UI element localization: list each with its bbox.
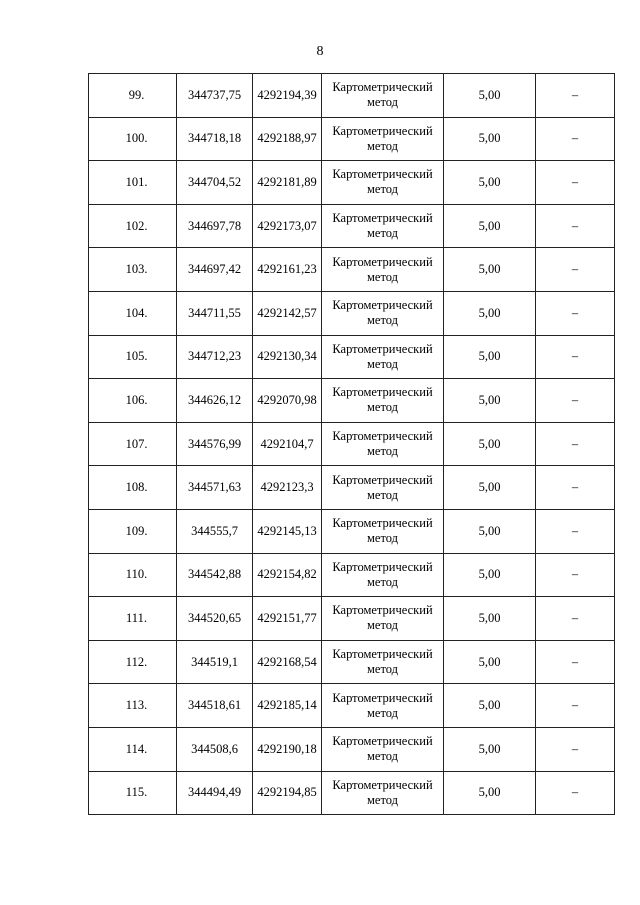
y-coordinate-cell: 4292190,18 — [253, 727, 322, 771]
accuracy-cell: 5,00 — [444, 771, 536, 815]
method-line-1: Картометрический — [332, 559, 433, 574]
method-cell — [322, 422, 444, 466]
method-cell — [322, 727, 444, 771]
method-cell — [322, 291, 444, 335]
point-number-cell — [89, 161, 177, 205]
point-number: 102. — [125, 218, 148, 233]
method-line-2: метод — [366, 95, 398, 110]
method-line-2: метод — [366, 618, 398, 633]
point-number-cell — [89, 727, 177, 771]
method-line-2: метод — [366, 574, 398, 589]
x-coordinate-cell: 344494,49 — [177, 771, 253, 815]
x-coordinate-cell: 344520,65 — [177, 597, 253, 641]
point-number: 108. — [125, 480, 148, 495]
method-line-1: Картометрический — [332, 472, 433, 487]
table-row — [89, 509, 615, 553]
x-coordinate-cell: 344697,42 — [177, 248, 253, 292]
x-coordinate-cell: 344737,75 — [177, 74, 253, 118]
method-line-1: Картометрический — [332, 516, 433, 531]
method-line-1: Картометрический — [332, 647, 433, 662]
point-number: 115. — [125, 785, 148, 800]
table-row — [89, 248, 615, 292]
method-cell — [322, 509, 444, 553]
point-number-cell — [89, 248, 177, 292]
accuracy-cell: 5,00 — [444, 422, 536, 466]
method-line-2: метод — [366, 182, 398, 197]
method-cell — [322, 204, 444, 248]
method-line-2: метод — [366, 792, 398, 807]
note-cell: – — [536, 640, 615, 684]
accuracy-cell: 5,00 — [444, 74, 536, 118]
table-row — [89, 422, 615, 466]
table-row — [89, 161, 615, 205]
note-cell: – — [536, 727, 615, 771]
note-cell: – — [536, 161, 615, 205]
method-cell — [322, 74, 444, 118]
method-line-1: Картометрический — [332, 341, 433, 356]
method-line-1: Картометрический — [332, 254, 433, 269]
point-number-cell — [89, 117, 177, 161]
note-cell: – — [536, 553, 615, 597]
coordinates-table — [88, 73, 615, 815]
table-row — [89, 684, 615, 728]
accuracy-cell: 5,00 — [444, 379, 536, 423]
x-coordinate-cell: 344626,12 — [177, 379, 253, 423]
point-number: 114. — [125, 741, 148, 756]
note-cell: – — [536, 466, 615, 510]
y-coordinate-cell: 4292194,39 — [253, 74, 322, 118]
method-line-1: Картометрический — [332, 734, 433, 749]
method-line-2: метод — [366, 226, 398, 241]
accuracy-cell: 5,00 — [444, 727, 536, 771]
accuracy-cell: 5,00 — [444, 597, 536, 641]
coordinates-table-body — [89, 74, 615, 815]
point-number-cell — [89, 684, 177, 728]
method-line-1: Картометрический — [332, 690, 433, 705]
method-line-2: метод — [366, 444, 398, 459]
method-cell — [322, 553, 444, 597]
accuracy-cell: 5,00 — [444, 117, 536, 161]
point-number: 99. — [128, 87, 145, 102]
table-row — [89, 379, 615, 423]
accuracy-cell: 5,00 — [444, 466, 536, 510]
note-cell: – — [536, 117, 615, 161]
x-coordinate-cell: 344704,52 — [177, 161, 253, 205]
method-line-2: метод — [366, 269, 398, 284]
method-line-2: метод — [366, 531, 398, 546]
y-coordinate-cell: 4292194,85 — [253, 771, 322, 815]
method-line-2: метод — [366, 662, 398, 677]
point-number-cell — [89, 509, 177, 553]
y-coordinate-cell: 4292181,89 — [253, 161, 322, 205]
point-number: 110. — [125, 567, 148, 582]
accuracy-cell: 5,00 — [444, 291, 536, 335]
y-coordinate-cell: 4292070,98 — [253, 379, 322, 423]
y-coordinate-cell: 4292168,54 — [253, 640, 322, 684]
table-row — [89, 74, 615, 118]
y-coordinate-cell: 4292104,7 — [253, 422, 322, 466]
table-row — [89, 291, 615, 335]
point-number: 107. — [125, 436, 148, 451]
point-number-cell — [89, 466, 177, 510]
point-number-cell — [89, 553, 177, 597]
accuracy-cell: 5,00 — [444, 204, 536, 248]
table-row — [89, 597, 615, 641]
x-coordinate-cell: 344542,88 — [177, 553, 253, 597]
method-line-1: Картометрический — [332, 429, 433, 444]
point-number: 105. — [125, 349, 148, 364]
accuracy-cell: 5,00 — [444, 161, 536, 205]
y-coordinate-cell: 4292142,57 — [253, 291, 322, 335]
point-number: 104. — [125, 305, 148, 320]
point-number-cell — [89, 771, 177, 815]
note-cell: – — [536, 509, 615, 553]
method-line-1: Картометрический — [332, 123, 433, 138]
method-cell — [322, 466, 444, 510]
note-cell: – — [536, 74, 615, 118]
table-row — [89, 553, 615, 597]
x-coordinate-cell: 344711,55 — [177, 291, 253, 335]
method-line-1: Картометрический — [332, 777, 433, 792]
point-number: 106. — [125, 392, 148, 407]
note-cell: – — [536, 597, 615, 641]
point-number-cell — [89, 291, 177, 335]
method-cell — [322, 117, 444, 161]
accuracy-cell: 5,00 — [444, 248, 536, 292]
y-coordinate-cell: 4292130,34 — [253, 335, 322, 379]
y-coordinate-cell: 4292145,13 — [253, 509, 322, 553]
accuracy-cell: 5,00 — [444, 640, 536, 684]
x-coordinate-cell: 344576,99 — [177, 422, 253, 466]
method-line-1: Картометрический — [332, 80, 433, 95]
method-cell — [322, 379, 444, 423]
point-number: 109. — [125, 523, 148, 538]
point-number: 113. — [125, 698, 148, 713]
method-cell — [322, 248, 444, 292]
method-line-1: Картометрический — [332, 603, 433, 618]
table-row — [89, 335, 615, 379]
method-cell — [322, 335, 444, 379]
y-coordinate-cell: 4292173,07 — [253, 204, 322, 248]
table-row — [89, 204, 615, 248]
table-row — [89, 771, 615, 815]
method-line-1: Картометрический — [332, 385, 433, 400]
note-cell: – — [536, 248, 615, 292]
method-cell — [322, 684, 444, 728]
point-number-cell — [89, 597, 177, 641]
y-coordinate-cell: 4292188,97 — [253, 117, 322, 161]
note-cell: – — [536, 684, 615, 728]
note-cell: – — [536, 335, 615, 379]
page-number: 8 — [316, 44, 324, 59]
x-coordinate-cell: 344518,61 — [177, 684, 253, 728]
x-coordinate-cell: 344712,23 — [177, 335, 253, 379]
method-line-2: метод — [366, 138, 398, 153]
method-line-1: Картометрический — [332, 298, 433, 313]
method-cell — [322, 640, 444, 684]
method-line-1: Картометрический — [332, 167, 433, 182]
x-coordinate-cell: 344519,1 — [177, 640, 253, 684]
method-line-2: метод — [366, 487, 398, 502]
x-coordinate-cell: 344555,7 — [177, 509, 253, 553]
point-number: 100. — [125, 131, 148, 146]
note-cell: – — [536, 379, 615, 423]
table-row — [89, 727, 615, 771]
point-number: 111. — [126, 610, 147, 625]
y-coordinate-cell: 4292154,82 — [253, 553, 322, 597]
point-number-cell — [89, 335, 177, 379]
method-line-1: Картометрический — [332, 211, 433, 226]
accuracy-cell: 5,00 — [444, 509, 536, 553]
method-cell — [322, 597, 444, 641]
x-coordinate-cell: 344508,6 — [177, 727, 253, 771]
point-number-cell — [89, 204, 177, 248]
y-coordinate-cell: 4292151,77 — [253, 597, 322, 641]
point-number: 112. — [125, 654, 148, 669]
note-cell: – — [536, 291, 615, 335]
x-coordinate-cell: 344697,78 — [177, 204, 253, 248]
y-coordinate-cell: 4292123,3 — [253, 466, 322, 510]
table-row — [89, 117, 615, 161]
accuracy-cell: 5,00 — [444, 684, 536, 728]
method-line-2: метод — [366, 705, 398, 720]
method-cell — [322, 161, 444, 205]
method-line-2: метод — [366, 749, 398, 764]
note-cell: – — [536, 204, 615, 248]
point-number: 101. — [125, 174, 148, 189]
x-coordinate-cell: 344718,18 — [177, 117, 253, 161]
note-cell: – — [536, 422, 615, 466]
point-number: 103. — [125, 262, 148, 277]
point-number-cell — [89, 422, 177, 466]
table-row — [89, 640, 615, 684]
x-coordinate-cell: 344571,63 — [177, 466, 253, 510]
method-line-2: метод — [366, 400, 398, 415]
method-cell — [322, 771, 444, 815]
point-number-cell — [89, 379, 177, 423]
point-number-cell — [89, 74, 177, 118]
accuracy-cell: 5,00 — [444, 335, 536, 379]
table-row — [89, 466, 615, 510]
method-line-2: метод — [366, 356, 398, 371]
y-coordinate-cell: 4292161,23 — [253, 248, 322, 292]
point-number-cell — [89, 640, 177, 684]
method-line-2: метод — [366, 313, 398, 328]
accuracy-cell: 5,00 — [444, 553, 536, 597]
note-cell: – — [536, 771, 615, 815]
y-coordinate-cell: 4292185,14 — [253, 684, 322, 728]
